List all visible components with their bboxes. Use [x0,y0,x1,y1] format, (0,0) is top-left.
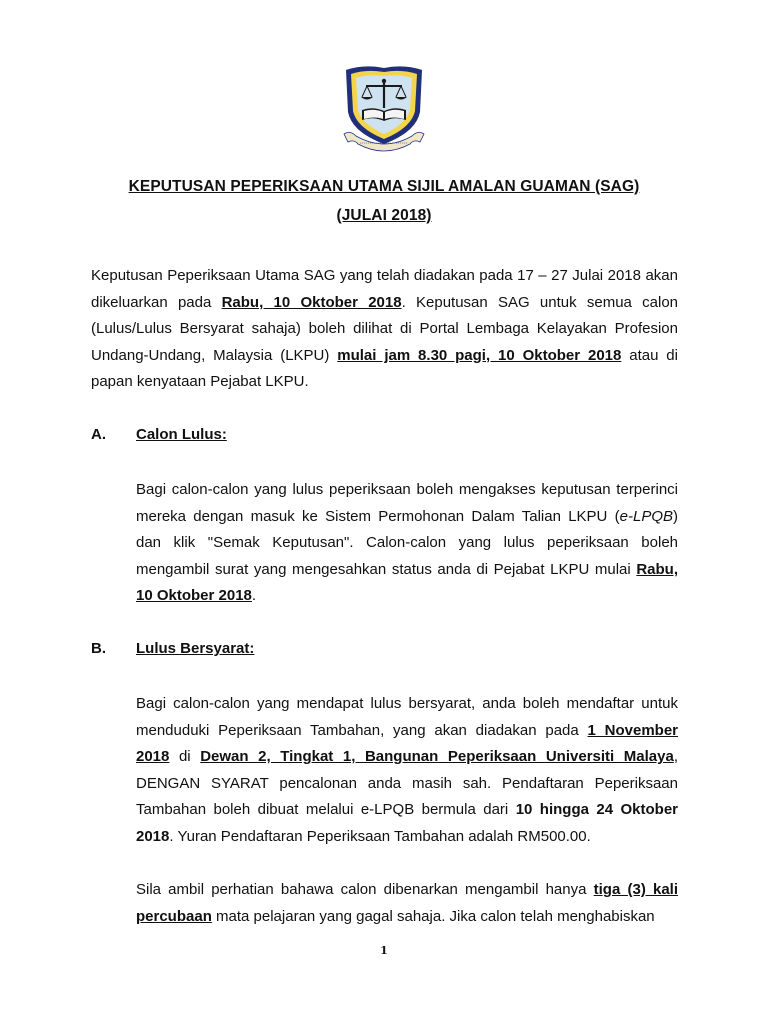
intro-paragraph: Keputusan Peperiksaan Utama SAG yang telah diadakan pada 17 – 27 Julai 2018 akan dikeluarkan pada Rabu, 10 Oktober 2018. Keputusan SAG untuk semua calon (Lulus/Lulus Bersyarat sahaja) boleh dilihat di Portal Lembaga Kelayakan Profesion Undang-Undang, Malaysia (LKPU) mulai jam 8.30 pagi, 10 Oktober 2018 atau di papan kenyataan Pejabat LKPU. [91,267,679,391]
document-subtitle: (JULAI 2018) [336,207,432,224]
intro-release-time: mulai jam 8.30 pagi, 10 Oktober 2018 [337,346,622,364]
section-b-heading: Lulus Bersyarat: [136,640,255,657]
section-a-heading: Calon Lulus: [136,426,227,443]
section-b-paragraph: Bagi calon-calon yang mendapat lulus bersyarat, anda boleh mendaftar untuk menduduki Peperiksaan Tambahan, yang akan diadakan pada 1 November 2018 di Dewan 2, Tingkat 1, Bangunan Peperiksaan Universiti Malaya, DENGAN SYARAT pencalonan anda masih sah. Pendaftaran Peperiksaan Tambahan boleh dibuat melalui e-LPQB bermula dari 10 hingga 24 Oktober 2018. Yuran Pendaftaran Peperiksaan Tambahan adalah RM500.00. [136,695,679,845]
section-a-letter: A. [91,426,106,443]
intro-result-date: Rabu, 10 Oktober 2018 [221,293,402,311]
section-b-letter: B. [91,640,106,657]
section-a-paragraph: Bagi calon-calon yang lulus peperiksaan boleh mengakses keputusan terperinci mereka dengan masuk ke Sistem Permohonan Dalam Talian LKPU (e-LPQB) dan klik "Semak Keputusan". Calon-calon yang lulus peperiksaan boleh mengambil surat yang mengesahkan status anda di Pejabat LKPU mulai Rabu, 10 Oktober 2018. [136,481,678,605]
page-number: 1 [380,944,388,957]
closing-paragraph: Sila ambil perhatian bahawa calon dibenarkan mengambil hanya tiga (3) kali percubaan mata pelajaran yang gagal sahaja. Jika calon telah menghabiskan [136,881,678,925]
document-title: KEPUTUSAN PEPERIKSAAN UTAMA SIJIL AMALAN GUAMAN (SAG) [128,178,640,195]
lkpu-crest-logo [334,60,434,160]
